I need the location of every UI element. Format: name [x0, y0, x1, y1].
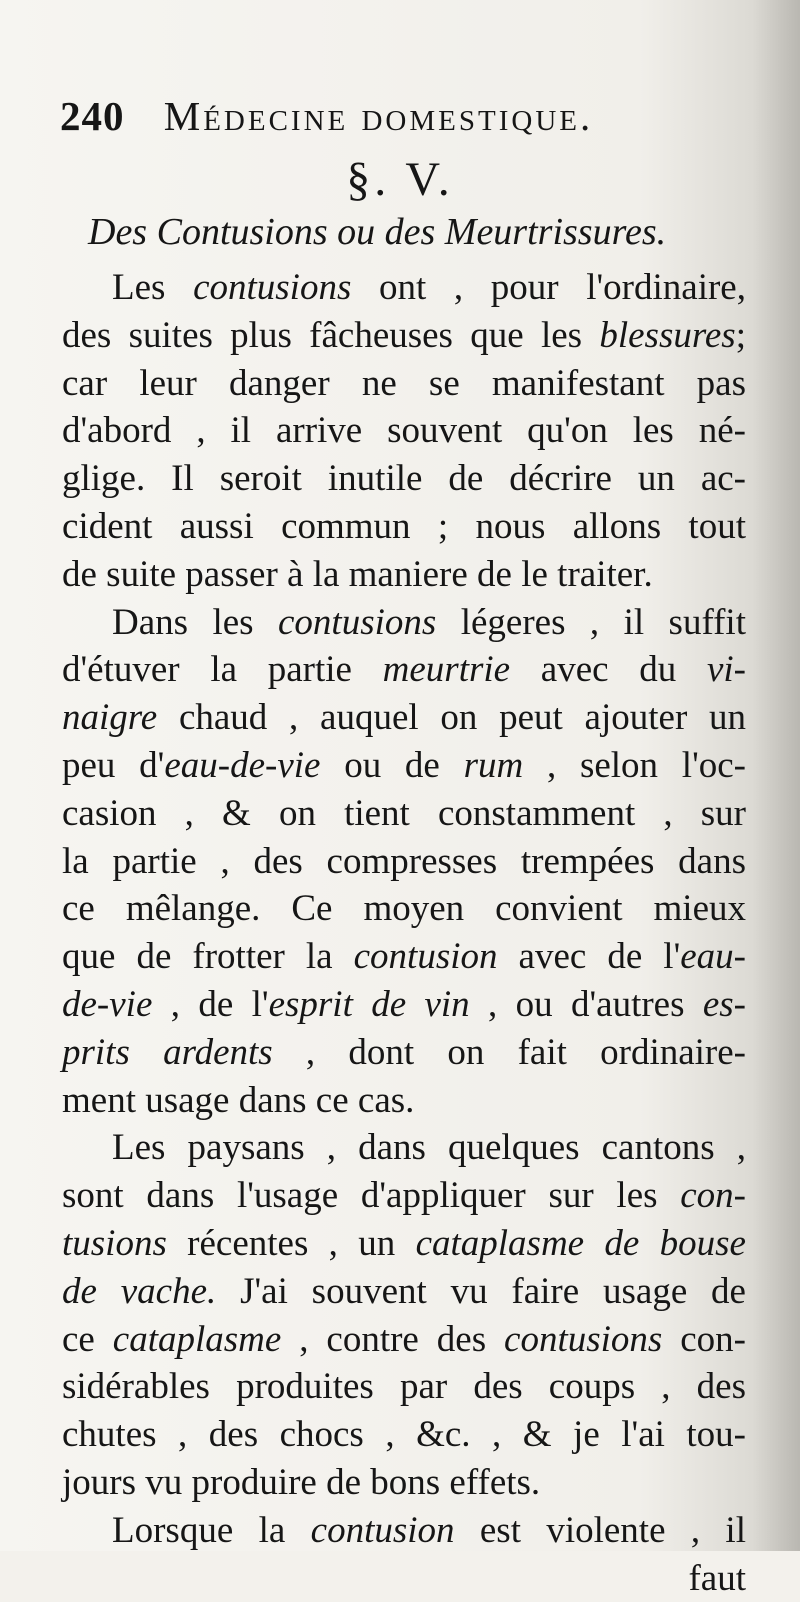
italic-text: naigre — [62, 697, 158, 739]
text-run: , ou d'autres — [469, 983, 703, 1025]
text-line — [62, 599, 746, 647]
text-line — [62, 1172, 746, 1220]
text-line — [62, 1220, 746, 1268]
text-run: de suite passer à la maniere de le traiter. — [62, 553, 653, 595]
text-line — [62, 981, 746, 1029]
italic-text: meurtrie — [382, 649, 511, 691]
text-run: Les paysans , dans quelques cantons , — [112, 1127, 746, 1169]
text-line — [62, 1316, 746, 1364]
text-line — [62, 742, 746, 790]
text-run: , contre des — [281, 1318, 505, 1360]
text-run: des suites plus fâcheuses que les — [62, 314, 600, 356]
section-number: §. V. — [346, 153, 454, 206]
text-run: casion , & on tient constamment , sur — [62, 792, 746, 834]
text-line — [62, 360, 746, 408]
italic-text: cataplasme de bouse — [415, 1222, 746, 1264]
text-run: , dont on fait ordinaire- — [272, 1031, 746, 1073]
text-run: J'ai souvent vu faire usage de — [216, 1270, 746, 1312]
text-line — [62, 838, 746, 886]
italic-text: es- — [702, 983, 746, 1025]
text-run: , selon l'oc- — [523, 744, 746, 786]
text-run: d'abord , il arrive souvent qu'on les né- — [62, 410, 746, 452]
text-line — [62, 312, 746, 360]
italic-text: contusions — [193, 267, 352, 308]
text-run: ce — [62, 1318, 113, 1360]
text-run: ment usage dans ce cas. — [62, 1079, 415, 1121]
page-number: 240 — [60, 93, 125, 139]
text-line — [62, 1507, 746, 1555]
italic-text: esprit de vin — [268, 983, 470, 1025]
italic-text: contusions — [504, 1318, 663, 1360]
text-line — [62, 1077, 746, 1125]
italic-text: de-vie — [62, 983, 153, 1025]
text-run: avec de l' — [497, 936, 681, 978]
text-run: Les — [112, 267, 194, 308]
running-title: Médecine domestique. — [163, 93, 594, 139]
text-run: ont , pour l'ordinaire, — [351, 267, 746, 308]
text-run: faut — [688, 1557, 746, 1599]
running-header — [60, 92, 760, 140]
text-run: sidérables produites par des coups , des — [62, 1366, 746, 1408]
text-run: légeres , il suffit — [436, 601, 746, 643]
text-run: ou de — [320, 744, 464, 786]
text-run: chutes , des chocs , &c. , & je l'ai tou- — [62, 1414, 746, 1456]
italic-text: con- — [680, 1175, 746, 1217]
text-line — [62, 1029, 746, 1077]
text-run: peu d' — [62, 744, 165, 786]
text-run: ce mêlange. Ce moyen convient mieux — [62, 888, 746, 930]
text-run: sont dans l'usage d'appliquer sur les — [62, 1175, 681, 1217]
text-line — [62, 1363, 746, 1411]
text-run: que de frotter la — [62, 936, 354, 978]
text-run: ; — [735, 314, 746, 356]
text-line — [62, 1124, 746, 1172]
text-line — [62, 264, 746, 312]
text-line — [62, 407, 746, 455]
italic-text: rum — [463, 744, 524, 786]
text-line — [62, 694, 746, 742]
text-line — [62, 1411, 746, 1459]
italic-text: contusion — [353, 936, 498, 978]
italic-text: eau- — [680, 936, 746, 978]
text-line — [62, 1459, 746, 1507]
text-line — [62, 1555, 746, 1602]
text-line — [62, 551, 746, 599]
text-run: cident aussi commun ; nous allons tout — [62, 505, 746, 547]
text-run: la partie , des compresses trempées dans — [62, 840, 746, 882]
italic-text: tusions — [62, 1222, 167, 1264]
italic-text: de vache. — [62, 1270, 217, 1312]
text-line — [62, 455, 746, 503]
text-line — [62, 933, 746, 981]
text-run: récentes , un — [166, 1222, 416, 1264]
italic-text: vi- — [706, 649, 746, 691]
text-run: glige. Il seroit inutile de décrire un ac- — [62, 458, 746, 500]
text-run: car leur danger ne se manifestant pas — [62, 362, 746, 404]
italic-text: contusions — [278, 601, 437, 643]
section-title: Des Contusions ou des Meurtrissures. — [88, 211, 667, 253]
italic-text: blessures — [599, 314, 736, 356]
italic-text: contusion — [310, 1509, 455, 1551]
text-run: est violente , il — [454, 1509, 746, 1551]
text-run: Dans les — [112, 601, 278, 643]
text-line — [62, 503, 746, 551]
body-text — [62, 264, 746, 1602]
text-run: d'étuver la partie — [62, 649, 383, 691]
italic-text: eau-de-vie — [164, 744, 321, 786]
text-run: chaud , auquel on peut ajouter un — [157, 697, 746, 739]
text-run: , de l' — [152, 983, 269, 1025]
text-line — [62, 1268, 746, 1316]
italic-text: prits ardents — [62, 1031, 273, 1073]
text-run: con- — [662, 1318, 746, 1360]
text-line — [62, 885, 746, 933]
text-line — [62, 646, 746, 694]
text-run: Lorsque la — [112, 1509, 311, 1551]
text-line — [62, 790, 746, 838]
italic-text: cataplasme — [112, 1318, 282, 1360]
text-run: avec du — [510, 649, 707, 691]
text-run: jours vu produire de bons effets. — [62, 1461, 541, 1503]
